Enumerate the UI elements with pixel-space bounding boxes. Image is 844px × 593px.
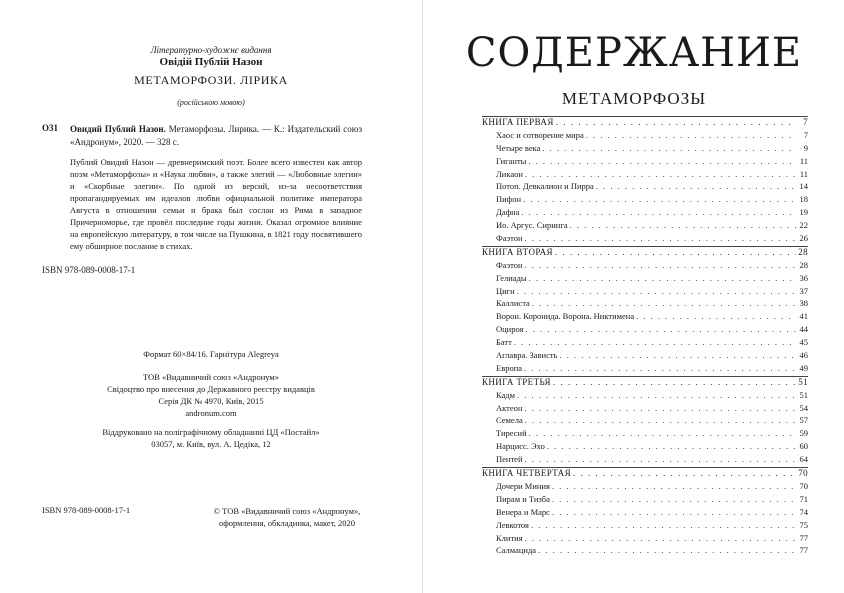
toc-entry-title: Клития (496, 532, 523, 543)
toc-leader-dots (521, 207, 796, 217)
toc-entry-title: Каллиста (496, 298, 530, 309)
toc-leader-dots (529, 273, 796, 283)
toc-entry (482, 260, 808, 273)
toc-entry-title: Салмацида (496, 545, 537, 556)
toc-entry-title: Ликаон (496, 168, 523, 179)
toc-leader-dots (538, 545, 796, 555)
toc-leader-dots (524, 403, 796, 413)
printer-line: 03057, м. Київ, вул. А. Цедіка, 12 (151, 439, 271, 449)
toc-entry-title: КНИГА ЧЕТВЕРТАЯ (482, 468, 571, 479)
toc-entry-title: КНИГА ПЕРВАЯ (482, 117, 554, 127)
toc-entry-page: 26 (799, 233, 808, 244)
toc-entry-title: Тиресий (496, 428, 527, 439)
contents-heading: СОДЕРЖАНИЕ (465, 30, 803, 76)
toc-leader-dots (586, 130, 796, 140)
toc-entry (482, 194, 808, 207)
toc-leader-dots (570, 220, 796, 230)
toc-leader-dots (517, 286, 796, 296)
toc-entry-title: Актеон (496, 402, 523, 413)
toc-entry (482, 533, 808, 546)
toc-entry-page: 44 (799, 324, 808, 335)
toc-entry-title: Дафна (496, 207, 520, 218)
toc-leader-dots (532, 298, 796, 308)
toc-entry-title: Кадм (496, 389, 516, 400)
toc-entry-title: Нарцисс. Эхо (496, 441, 545, 452)
toc-entry (482, 273, 808, 286)
toc-entry (482, 233, 808, 246)
toc-entry-page: 51 (799, 389, 808, 400)
toc-entry-page: 46 (799, 350, 808, 361)
toc-entry-page: 60 (799, 441, 808, 452)
toc-book-entry (482, 376, 808, 390)
toc-entry-title: КНИГА ТРЕТЬЯ (482, 376, 551, 387)
toc-entry-page: 7 (803, 117, 808, 127)
toc-entry-page: 45 (799, 337, 808, 348)
toc-leader-dots (517, 390, 796, 400)
toc-entry (482, 286, 808, 299)
toc-entry-page: 7 (803, 129, 808, 140)
isbn: ISBN 978-089-0008-17-1 (42, 265, 136, 275)
toc-entry-title: Оцироя (496, 324, 524, 335)
toc-leader-dots (552, 481, 796, 491)
toc-entry-title: Гиганты (496, 155, 527, 166)
toc-leader-dots (514, 337, 796, 347)
publisher-line: Свідоцтво про внесення до Державного реєстру видавців (107, 384, 315, 394)
toc-entry-page: 41 (799, 311, 808, 322)
toc-entry (482, 337, 808, 350)
toc-entry (482, 507, 808, 520)
toc-entry-page: 77 (799, 545, 808, 556)
contents-page (424, 0, 844, 593)
toc-entry-page: 36 (799, 272, 808, 283)
format-line: Формат 60×84/16. Гарнітура Alegreya (143, 349, 279, 359)
toc-entry (482, 350, 808, 363)
toc-leader-dots (547, 441, 796, 451)
toc-entry-page: 19 (799, 207, 808, 218)
imprint-title: МЕТАМОРФОЗИ. ЛІРИКА (134, 73, 288, 87)
toc-entry-page: 22 (799, 220, 808, 231)
toc-entry (482, 363, 808, 376)
contents-subheading: МЕТАМОРФОЗЫ (561, 89, 707, 108)
toc-entry (482, 520, 808, 533)
toc-entry-title: Батт (496, 337, 512, 348)
toc-book-entry (482, 467, 808, 481)
toc-leader-dots (542, 143, 796, 153)
toc-entry-page: 49 (799, 362, 808, 373)
toc-leader-dots (525, 415, 796, 425)
toc-entry-page: 37 (799, 285, 808, 296)
catalog-entry (70, 123, 362, 149)
annotation: Публий Овидий Назон — древнеримский поэт. Более всего известен как автор поэм «Метаморфозы» и «Наука любви», а также элегий — «Любовные элегии» и «Скорбные элегии». По одной из версий, из-за несоответствия пропагандируемых им идеалов любви официальной политике императора Августа в отношении семьи и брака был сослан из Рима в западное Причерноморье, где провёл последние годы жизни. Оказал огромное влияние на европейскую литературу, в том числе на Пушкина, в 1821 году посвятившего ему обширное послание в стихах. (70, 157, 362, 251)
toc-leader-dots (552, 507, 796, 517)
catalog-code: О31 (42, 123, 59, 133)
toc-entry (482, 428, 808, 441)
toc-leader-dots (559, 350, 796, 360)
toc-entry-page: 38 (799, 298, 808, 309)
toc-entry (482, 441, 808, 454)
copyright-line: оформлення, обкладинка, макет, 2020 (218, 518, 356, 528)
toc-entry-title: Левкотоя (496, 519, 529, 530)
toc-entry-page: 75 (799, 519, 808, 530)
toc-entry-title: Четыре века (496, 142, 541, 153)
toc-leader-dots (525, 233, 796, 243)
toc-leader-dots (552, 494, 796, 504)
imprint-language: (російською мовою) (177, 98, 245, 107)
toc-entry (482, 143, 808, 156)
toc-entry-page: 11 (799, 168, 808, 179)
toc-entry-title: Фаэтон (496, 259, 523, 270)
printer-block (0, 426, 422, 450)
toc-leader-dots (525, 260, 796, 270)
toc-leader-dots (523, 194, 796, 204)
toc-entry-page: 14 (799, 181, 808, 192)
toc-entry (482, 298, 808, 311)
toc-entry-title: Аглавра. Зависть (496, 350, 558, 361)
toc-entry (482, 130, 808, 143)
toc-entry-page: 64 (799, 454, 808, 465)
toc-book-entry (482, 246, 808, 260)
toc-entry-title: Венера и Марс (496, 506, 550, 517)
toc-entry-page: 51 (798, 376, 808, 387)
toc-entry-page: 74 (799, 506, 808, 517)
toc-entry-title: Гелиады (496, 272, 527, 283)
toc-entry (482, 311, 808, 324)
toc-leader-dots (556, 117, 796, 127)
copyright-line: © ТОВ «Видавничий союз «Андронум», (213, 506, 361, 516)
toc-entry-page: 77 (799, 532, 808, 543)
printer-line: Віддруковано на поліграфічному обладнанні ЦД «Постайл» (102, 427, 320, 437)
toc-entry-page: 70 (798, 468, 808, 479)
publisher-block (0, 371, 422, 419)
toc-entry-page: 9 (803, 142, 808, 153)
toc-leader-dots (553, 377, 796, 387)
toc-leader-dots (573, 468, 796, 478)
toc-entry-title: Семела (496, 415, 523, 426)
toc-entry (482, 454, 808, 467)
toc-entry (482, 220, 808, 233)
toc-leader-dots (528, 156, 796, 166)
toc-entry-title: Цигн (496, 285, 515, 296)
toc-leader-dots (525, 454, 797, 464)
toc-leader-dots (531, 520, 796, 530)
toc-entry (482, 494, 808, 507)
toc-entry-title: Потоп. Девкалион и Пирра (496, 181, 594, 192)
toc-entry (482, 415, 808, 428)
toc-leader-dots (525, 324, 796, 334)
toc-entry (482, 481, 808, 494)
toc-entry (482, 169, 808, 182)
toc-entry-page: 18 (799, 194, 808, 205)
book-spine (422, 0, 423, 593)
toc-leader-dots (525, 533, 796, 543)
catalog-description: Метаморфозы. Лирика. — К.: Издательский союз «Андронум», 2020. — 328 с. (70, 124, 362, 147)
toc-entry-title: Пентей (496, 454, 523, 465)
toc-entry-title: Пирам и Тизба (496, 493, 550, 504)
toc-entry (482, 390, 808, 403)
toc-entry (482, 181, 808, 194)
isbn-bottom: ISBN 978-089-0008-17-1 (42, 505, 131, 515)
toc-book-entry (482, 116, 808, 130)
toc-leader-dots (555, 247, 796, 257)
toc-entry-title: Пифон (496, 194, 521, 205)
toc-entry-page: 57 (799, 415, 808, 426)
imprint-author: Овідій Публій Назон (159, 56, 263, 68)
toc-entry (482, 156, 808, 169)
toc-entry-title: Фаэтон (496, 233, 523, 244)
toc-entry-page: 70 (799, 480, 808, 491)
toc-leader-dots (524, 363, 796, 373)
catalog-author: Овидий Публий Назон. (70, 124, 166, 134)
toc-entry (482, 324, 808, 337)
toc-entry-title: КНИГА ВТОРАЯ (482, 246, 553, 257)
toc-entry-page: 11 (799, 155, 808, 166)
toc-entry-page: 71 (799, 493, 808, 504)
toc-leader-dots (596, 181, 796, 191)
toc-entry-page: 54 (799, 402, 808, 413)
toc-entry-title: Хаос и сотворение мира (496, 129, 584, 140)
toc-entry (482, 207, 808, 220)
toc-leader-dots (525, 169, 796, 179)
toc-entry (482, 545, 808, 558)
toc-entry-title: Ворон. Коронида. Ворона. Никтимена (496, 311, 635, 322)
edition-kind: Літературно-художнє видання (150, 45, 272, 55)
toc-leader-dots (529, 428, 796, 438)
publisher-line: Серія ДК № 4970, Київ, 2015 (158, 396, 264, 406)
toc-leader-dots (636, 311, 796, 321)
toc-entry-title: Дочери Миния (496, 480, 550, 491)
publisher-line: andronum.com (185, 408, 237, 418)
toc-entry (482, 403, 808, 416)
toc-entry-page: 28 (799, 259, 808, 270)
toc-entry-page: 28 (798, 246, 808, 257)
publisher-line: ТОВ «Видавничий союз «Андронум» (142, 372, 280, 382)
toc-entry-page: 59 (799, 428, 808, 439)
toc-entry-title: Ио. Аргус. Сиринга (496, 220, 568, 231)
copyright (202, 505, 372, 529)
table-of-contents (482, 116, 808, 558)
toc-entry-title: Европа (496, 362, 523, 373)
